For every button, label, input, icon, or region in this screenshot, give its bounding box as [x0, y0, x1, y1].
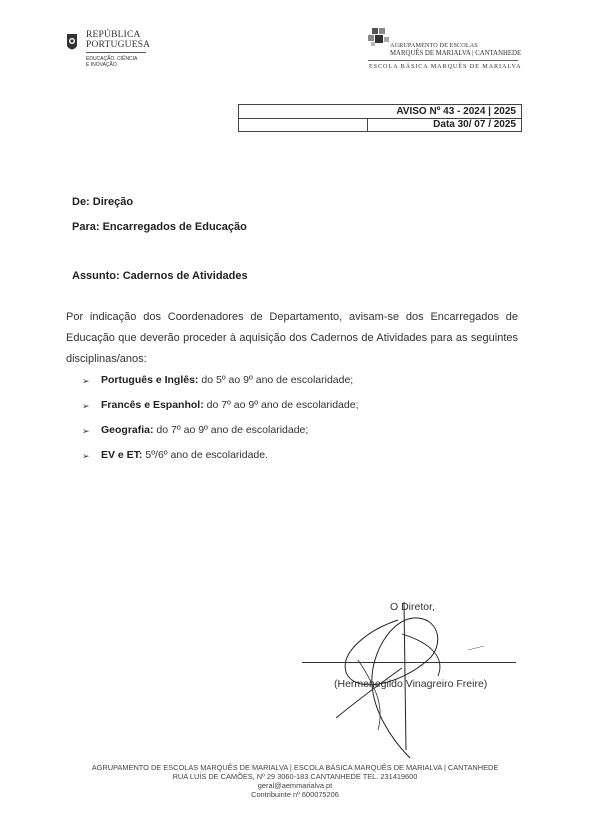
list-item-detail: do 7º ao 9º ano de escolaridade; [203, 399, 359, 411]
logo-sub1: EDUCAÇÃO, CIÊNCIA [86, 56, 138, 62]
school-logo-line2: MARQUÊS DE MARIALVA | CANTANHEDE [390, 50, 522, 57]
subject-line: Assunto: Cadernos de Atividades [72, 270, 248, 282]
logo-divider [86, 52, 146, 53]
logo-subtitle [86, 57, 137, 68]
notice-number: AVISO Nº 43 - 2024 | 2025 [396, 106, 516, 117]
list-item-detail: 5º/6º ano de escolaridade. [142, 449, 269, 461]
footer-taxid: Contribuinte nº 600075206 [251, 790, 339, 799]
logo-title [86, 30, 150, 50]
signature-name: (Hermenegildo Vinagreiro Freire) [334, 678, 488, 690]
arrow-bullet-icon: ➢ [82, 401, 90, 411]
notice-date-row [239, 118, 521, 131]
from-line: De: Direção [72, 196, 134, 208]
arrow-bullet-icon: ➢ [82, 451, 90, 461]
footer-line1: AGRUPAMENTO DE ESCOLAS MARQUÊS DE MARIALVA | ESCOLA BÁSICA MARQUÊS DE MARIALVA | CANTANHEDE [91, 763, 499, 772]
republic-emblem-icon [64, 32, 80, 54]
list-item-text [101, 399, 359, 411]
signature-title: O Diretor, [390, 601, 435, 613]
list-item-text [101, 449, 268, 461]
arrow-bullet-icon: ➢ [82, 426, 90, 436]
notice-divider [367, 118, 368, 131]
body-paragraph: Por indicação dos Coordenadores de Departamento, avisam-se dos Encarregados de Educação que deverão proceder à aquisição dos Cadernos de Atividades para as seguintes disciplinas/anos: [66, 311, 518, 365]
school-logo-line1: AGRUPAMENTO DE ESCOLAS [390, 42, 478, 49]
footer [0, 763, 590, 799]
notice-date: Data 30/ 07 / 2025 [433, 119, 516, 130]
school-logo-divider [368, 60, 518, 61]
list-item-detail: do 5º ao 9º ano de escolaridade; [198, 374, 354, 386]
list-item-subject: Português e Inglês: [101, 374, 199, 386]
school-logo-line3: ESCOLA BÁSICA MARQUÊS DE MARIALVA [369, 63, 522, 70]
footer-address: RUA LUÍS DE CAMÕES, Nº 29 3060-183 CANTANHEDE TEL. 231419600 [172, 772, 418, 781]
logo-sub2: E INOVAÇÃO [86, 61, 117, 68]
notice-number-row [239, 105, 521, 119]
school-logo [366, 24, 526, 74]
list-item-subject: Geografia: [101, 424, 154, 436]
list-item-subject: Francês e Espanhol: [101, 399, 204, 411]
arrow-bullet-icon: ➢ [82, 376, 90, 386]
list-item-text [101, 374, 353, 386]
handwritten-signature [318, 590, 498, 765]
footer-email: geral@aemmarialva.pt [257, 781, 333, 790]
list-item-detail: do 7º ao 9º ano de escolaridade; [153, 424, 309, 436]
list-item-subject: EV e ET: [101, 449, 143, 461]
to-line: Para: Encarregados de Educação [72, 221, 247, 233]
logo-line2: PORTUGUESA [86, 40, 151, 50]
list-item-text [101, 424, 308, 436]
logo-line1: REPÚBLICA [86, 30, 141, 40]
school-logo-icon [368, 26, 390, 48]
notice-box [238, 104, 522, 132]
